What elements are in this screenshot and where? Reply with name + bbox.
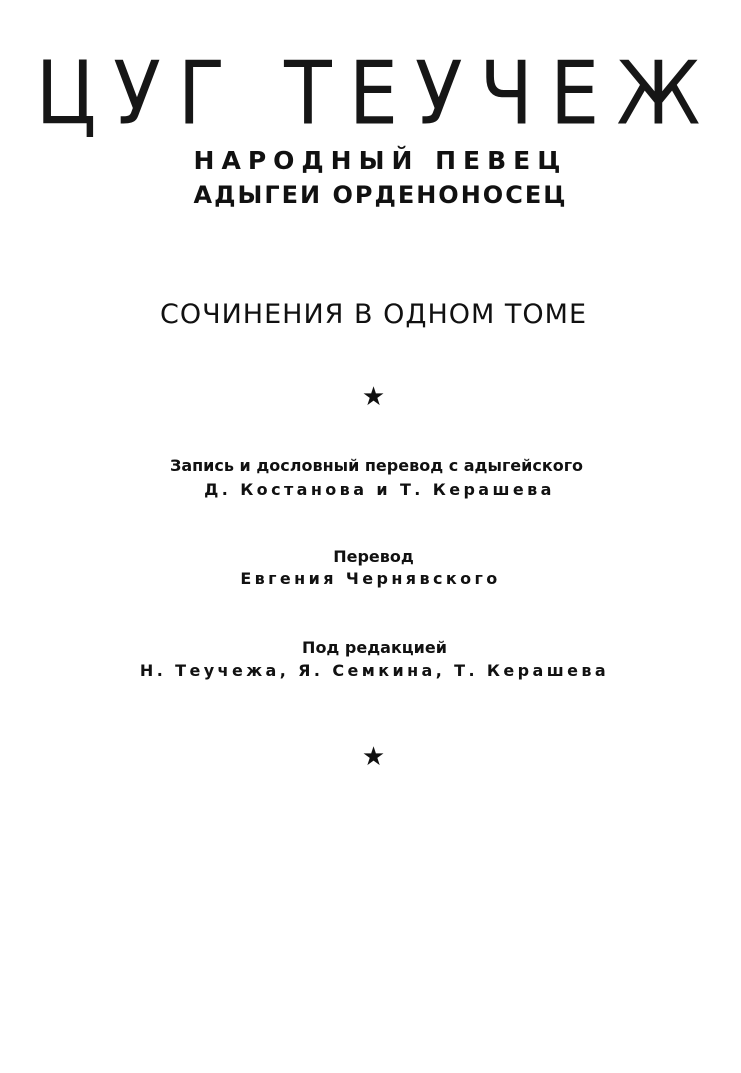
author-subtitle-line-2: АДЫГЕИ ОРДЕНОНОСЕЦ [193, 181, 568, 209]
star-ornament-icon: ★ [361, 742, 386, 772]
translation-credit-label: Перевод [333, 547, 414, 566]
works-title: СОЧИНЕНИЯ В ОДНОМ ТОМЕ [160, 299, 587, 330]
author-subtitle-line-1: НАРОДНЫЙ ПЕВЕЦ [193, 146, 568, 175]
translation-credit-name: Евгения Чернявского [240, 569, 501, 588]
editors-credit-names: Н. Теучежа, Я. Семкина, Т. Керашева [139, 661, 610, 680]
editors-credit-label: Под редакцией [302, 638, 447, 657]
recording-credit-names: Д. Костанова и Т. Керашева [204, 480, 555, 499]
author-name: ЦУГ ТЕУЧЕЖ [35, 44, 718, 145]
star-ornament-icon: ★ [361, 382, 386, 412]
recording-credit-label: Запись и дословный перевод с адыгейского [169, 456, 584, 475]
